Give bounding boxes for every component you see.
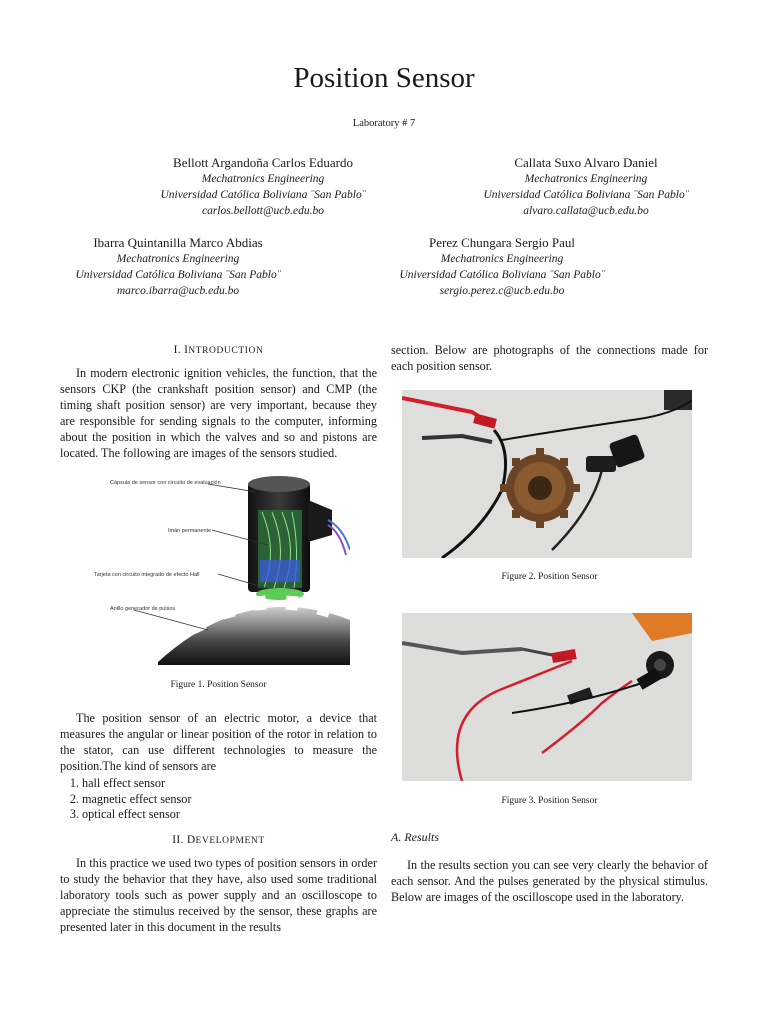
results-paragraph: In the results section you can see very clearly the behavior of each sensor. And the pulses generated by the physical stimulus. Below are images of the oscilloscope used in the laboratory. bbox=[391, 858, 708, 904]
author-name: Perez Chungara Sergio Paul bbox=[429, 235, 575, 250]
knock-sensor-photo bbox=[402, 613, 692, 781]
section-title-initial: I bbox=[184, 344, 189, 356]
figure-2-caption: Figure 2. Position Sensor bbox=[501, 572, 598, 582]
development-section bbox=[60, 832, 377, 935]
author-univ: Universidad Católica Boliviana ¨San Pablo¨ bbox=[399, 269, 605, 281]
section-title-rest: EVELOPMENT bbox=[195, 836, 265, 846]
list-item: 2. magnetic effect sensor bbox=[82, 792, 377, 808]
figure-2-image bbox=[402, 390, 692, 558]
section-number: I. bbox=[173, 344, 181, 356]
author-block bbox=[28, 235, 328, 299]
author-email: marco.ibarra@ucb.edu.bo bbox=[116, 285, 240, 297]
author-block bbox=[436, 155, 736, 219]
section-heading bbox=[60, 832, 377, 849]
author-dept: Mechatronics Engineering bbox=[116, 253, 240, 265]
intro-continued bbox=[60, 710, 377, 823]
author-univ: Universidad Católica Boliviana ¨San Pablo¨ bbox=[75, 269, 281, 281]
fig1-label: Anillo generador de pulsos bbox=[110, 606, 176, 612]
intro-paragraph: The position sensor of an electric motor, a device that measures the angular or linear position of the rotor in relation to the stator, can use different technologies to measure the position.The kind of sensors are bbox=[60, 711, 377, 773]
list-item: 1. hall effect sensor bbox=[82, 776, 377, 792]
section-number: II. bbox=[172, 834, 184, 846]
author-email: alvaro.callata@ucb.edu.bo bbox=[523, 205, 649, 217]
section-title-rest: NTRODUCTION bbox=[188, 346, 264, 356]
paper-title: Position Sensor bbox=[293, 62, 475, 94]
author-block bbox=[113, 155, 413, 219]
development-continued bbox=[391, 342, 708, 374]
intro-paragraph: In modern electronic ignition vehicles, the function, that the sensors CKP (the crankshaft position sensor) and CMP (the timing shaft position sensor) are very important, because they are responsible for sending signals to the computer, informing about the position in which the valves and so and pistons are located. The following are images of the sensors studied. bbox=[60, 366, 377, 460]
author-dept: Mechatronics Engineering bbox=[440, 253, 564, 265]
author-univ: Universidad Católica Boliviana ¨San Pablo¨ bbox=[160, 189, 366, 201]
fig1-label: Cápsula de sensor con circuito de evaluación bbox=[110, 480, 221, 486]
intro-section bbox=[60, 342, 377, 461]
sensor-list bbox=[60, 776, 377, 823]
author-email: sergio.perez.c@ucb.edu.bo bbox=[439, 285, 565, 297]
section-heading bbox=[60, 342, 377, 359]
author-univ: Universidad Católica Boliviana ¨San Pablo¨ bbox=[483, 189, 689, 201]
author-name: Bellott Argandoña Carlos Eduardo bbox=[173, 155, 353, 170]
author-name: Ibarra Quintanilla Marco Abdias bbox=[93, 235, 263, 250]
author-dept: Mechatronics Engineering bbox=[524, 173, 648, 185]
development-paragraph-continued: section. Below are photographs of the connections made for each position sensor. bbox=[391, 343, 708, 373]
section-title-initial: D bbox=[186, 834, 196, 846]
fig1-label: Tarjeta con circuito integrado de efecto Hall bbox=[94, 572, 200, 578]
author-dept: Mechatronics Engineering bbox=[201, 173, 325, 185]
figure-1-image bbox=[88, 470, 350, 665]
figure-3-image bbox=[402, 613, 692, 781]
figure-1-caption: Figure 1. Position Sensor bbox=[170, 680, 267, 690]
hall-sensor-diagram bbox=[88, 470, 350, 665]
author-block bbox=[352, 235, 652, 299]
crankshaft-sensor-photo bbox=[402, 390, 692, 558]
author-email: carlos.bellott@ucb.edu.bo bbox=[201, 205, 325, 217]
development-paragraph: In this practice we used two types of position sensors in order to study the behavior that they have, also used some traditional laboratory tools such as power supply and an oscilloscope to appreciate the stimulus received by the sensor, these graphs are presented later in this document in the results bbox=[60, 856, 377, 934]
results-section bbox=[391, 829, 708, 905]
subsection-heading: A. Results bbox=[391, 830, 439, 844]
list-item: 3. optical effect sensor bbox=[82, 807, 377, 823]
paper-subtitle: Laboratory # 7 bbox=[352, 118, 416, 129]
fig1-label: Imán permanente bbox=[168, 528, 212, 534]
figure-3-caption: Figure 3. Position Sensor bbox=[501, 796, 598, 806]
author-name: Callata Suxo Alvaro Daniel bbox=[514, 155, 658, 170]
